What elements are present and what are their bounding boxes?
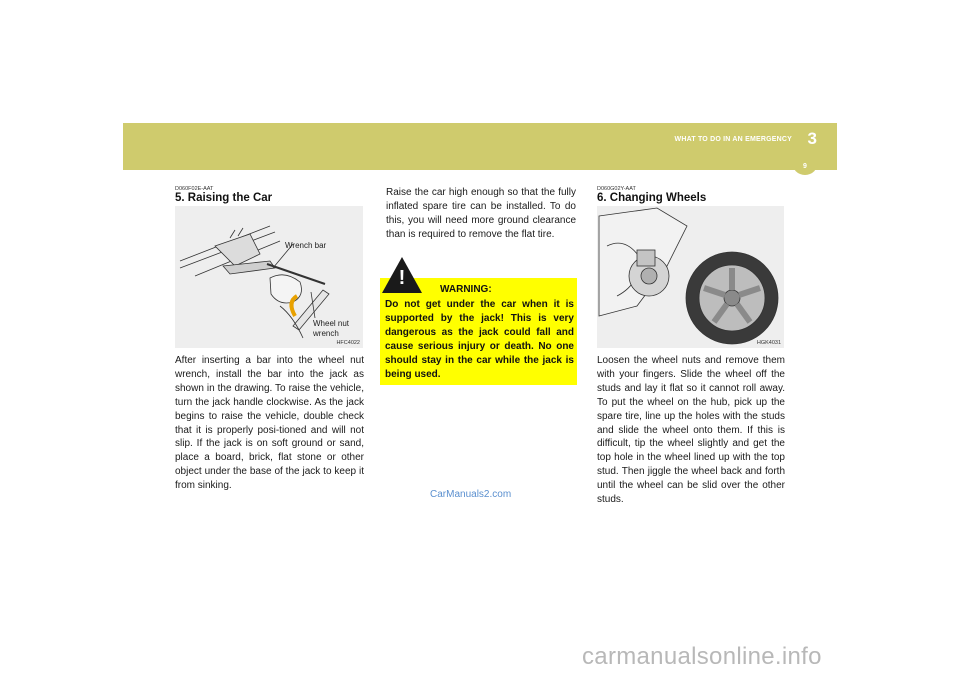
wrench-bar-label: Wrench bar <box>285 241 327 250</box>
section-heading: 6. Changing Wheels <box>597 192 707 204</box>
header-band <box>123 123 837 170</box>
warning-title: WARNING: <box>440 284 492 295</box>
warning-text: Do not get under the car when it is supported by the jack! This is very dangerous as the jack could fall and cause serious injury or death. No one should stay in the car while the jack is being used. <box>385 299 574 380</box>
section-title: WHAT TO DO IN AN EMERGENCY <box>674 136 792 143</box>
body-paragraph: Loosen the wheel nuts and remove them with your fingers. Slide the wheel off the studs and lay it flat so it cannot roll away. To put the wheel on the hub, pick up the spare tire, line up the holes with the studs and slide the wheel onto them. If this is difficult, tip the wheel slightly and get the top hole in the wheel lined up with the top stud. Then jiggle the wheel back and forth until the wheel can be slid over the other studs. <box>597 355 785 506</box>
chapter-number: 3 <box>807 129 817 148</box>
warning-triangle-icon <box>380 255 424 295</box>
wheel-drawing <box>597 206 784 348</box>
body-paragraph: After inserting a bar into the wheel nut wrench, install the bar into the jack as shown in the drawing. To raise the vehicle, turn the jack handle clockwise. As the jack begins to raise the vehicle, double check that it is properly posi-tioned and will not slip. If the jack is on soft ground or sand, place a board, brick, flat stone or other object under the base of the jack to keep it from sinking. <box>175 355 364 492</box>
wheel-illustration <box>597 206 784 348</box>
section-code: D060F02E-AAT <box>175 186 214 192</box>
wheel-nut-label-line1: Wheel nut <box>313 319 350 328</box>
body-paragraph: Raise the car high enough so that the fully inflated spare tire can be installed. To do this, you will need more ground clearance than is required to remove the flat tire. <box>386 187 576 240</box>
page-number: 9 <box>803 163 807 170</box>
wheel-nut-label-line2: wrench <box>313 329 339 338</box>
section-heading: 5. Raising the Car <box>175 192 273 204</box>
jack-illustration <box>175 206 363 348</box>
page-tab <box>792 155 818 175</box>
footer-watermark[interactable]: carmanualsonline.info <box>582 643 822 670</box>
figure-code: HGK4031 <box>756 340 781 346</box>
figure-code: HFC4022 <box>336 340 360 346</box>
warning-symbol: ! <box>398 267 406 289</box>
section-code: D060G02Y-AAT <box>597 186 636 192</box>
watermark[interactable]: CarManuals2.com <box>430 489 512 500</box>
